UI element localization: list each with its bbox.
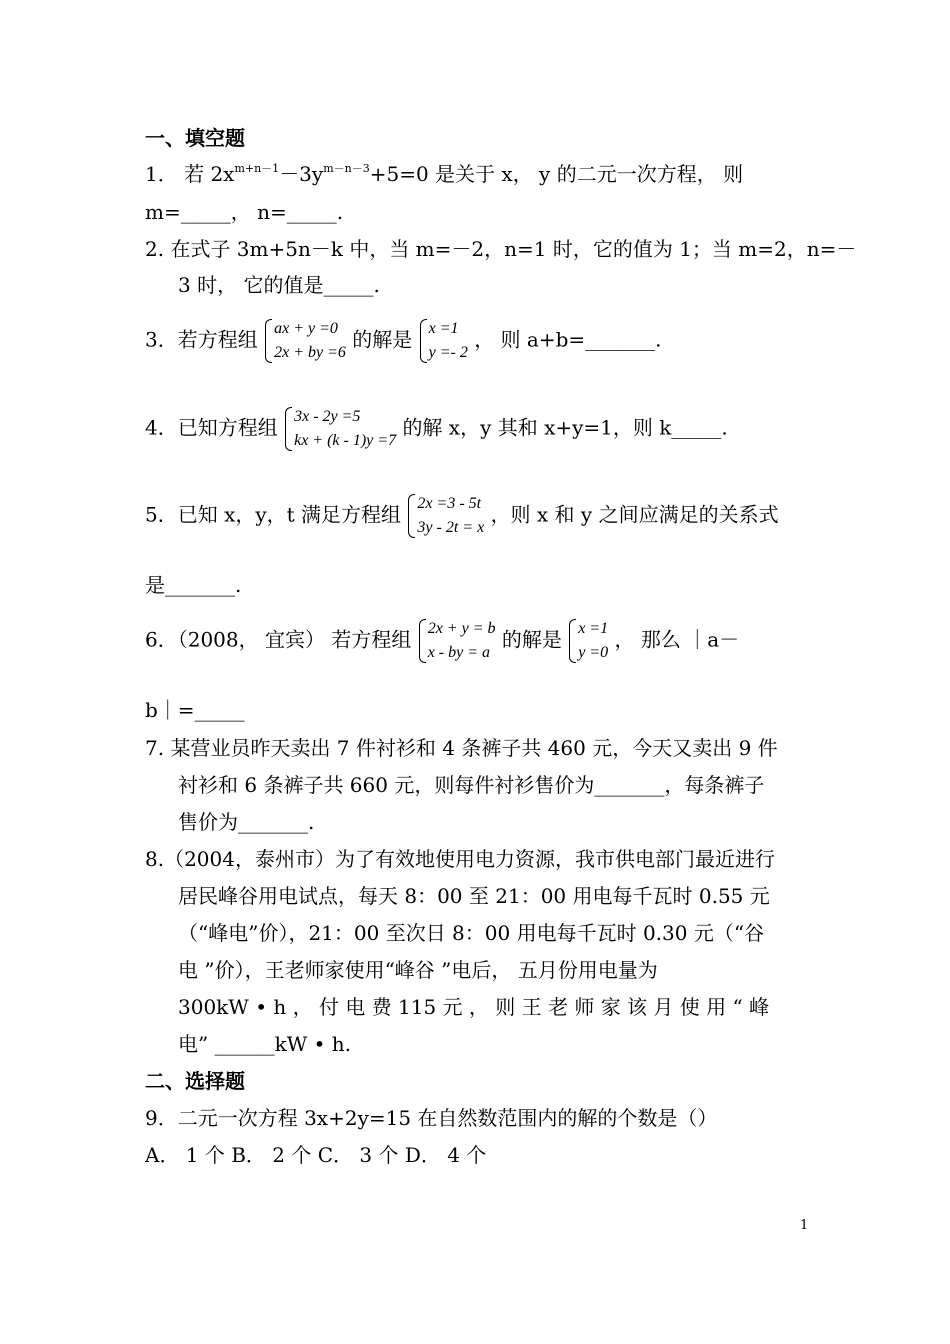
question-6-line-1 [145, 617, 739, 665]
question-1-line-2: m=_____， n=_____. [145, 200, 344, 224]
q4-system-row-1: 3x - 2y =5 [294, 408, 361, 425]
q3-suffix: ， 则 a+b=_______. [474, 327, 662, 352]
question-7-line-1: 7. 某营业员昨天卖出 7 件衬衫和 4 条裤子共 460 元，今天又卖出 9 件 [145, 736, 778, 760]
q5-equation-system [407, 492, 484, 540]
question-7-line-3: 售价为_______. [178, 810, 315, 834]
question-8-line-4: 电 ”价），王老师家使用“峰谷 ”电后， 五月份用电量为 [178, 958, 658, 982]
q6-system-row-1: 2x + y = b [427, 620, 496, 637]
q3-solution-row-2: y =- 2 [428, 344, 468, 361]
question-5-line-1 [145, 492, 779, 540]
q6-solution-row-2: y =0 [578, 644, 609, 661]
q3-middle: 的解是 [352, 327, 413, 352]
q4-suffix: 的解 x，y 其和 x+y=1，则 k_____. [402, 415, 728, 440]
question-8-line-2: 居民峰谷用电试点，每天 8：00 至 21：00 用电每千瓦时 0.55 元 [178, 884, 770, 908]
q1-exponent-2: m－n－3 [323, 162, 370, 175]
q6-prefix: 6．（2008， 宜宾） 若方程组 [145, 627, 412, 652]
question-4 [145, 405, 728, 453]
q3-system-row-1: ax + y =0 [274, 320, 338, 337]
q1-part-c: +5=0 是关于 x， y 的二元一次方程， 则 [369, 162, 744, 186]
q4-prefix: 4．已知方程组 [145, 415, 278, 440]
q3-solution-row-1: x =1 [428, 320, 459, 337]
q1-part-b: －3y [279, 162, 324, 186]
question-8-line-1: 8.（2004，泰州市）为了有效地使用电力资源，我市供电部门最近进行 [145, 847, 775, 871]
q4-equation-system [284, 405, 396, 453]
q1-part-a: 1． 若 2x [145, 162, 235, 186]
question-3 [145, 317, 662, 365]
q6-solution-row-1: x =1 [578, 620, 609, 637]
q5-prefix: 5．已知 x，y，t 满足方程组 [145, 502, 402, 527]
q6-equation-system [418, 617, 496, 665]
q6-system-row-2: x - by = a [427, 644, 491, 661]
section-title-multiple-choice: 二、选择题 [145, 1069, 245, 1093]
section-title-fill-blank: 一、填空题 [145, 126, 245, 150]
question-6-line-2: b｜=_____ [145, 698, 245, 722]
question-2-line-1: 2. 在式子 3m+5n－k 中，当 m=－2，n=1 时，它的值为 1；当 m=2，n=－ [145, 237, 857, 261]
q3-equation-system [264, 317, 346, 365]
q3-prefix: 3．若方程组 [145, 327, 258, 352]
q5-suffix: ，则 x 和 y 之间应满足的关系式 [490, 502, 779, 527]
q4-system-row-2: kx + (k - 1)y =7 [294, 432, 397, 449]
question-7-line-2: 衬衫和 6 条裤子共 660 元，则每件衬衫售价为_______，每条裤子 [178, 773, 765, 797]
q5-system-row-2: 3y - 2t = x [417, 519, 485, 536]
q3-solution-system [419, 317, 468, 365]
q6-middle: 的解是 [501, 627, 562, 652]
question-2-line-2: 3 时， 它的值是_____. [178, 273, 380, 297]
question-9-options: A． 1 个 B． 2 个 C． 3 个 D． 4 个 [145, 1143, 487, 1167]
q5-system-row-1: 2x =3 - 5t [417, 495, 482, 512]
question-8-line-5: 300kW • h ， 付 电 费 115 元 ， 则 王 老 师 家 该 月 使 用 “ 峰 [178, 995, 770, 1019]
q1-exponent-1: m+n－1 [234, 162, 280, 175]
question-9-line-1: 9．二元一次方程 3x+2y=15 在自然数范围内的解的个数是（） [145, 1106, 718, 1130]
question-5-line-2: 是_______. [145, 573, 242, 597]
q6-suffix: ， 那么 ｜a－ [614, 627, 740, 652]
page-number: 1 [800, 1218, 809, 1233]
q6-solution-system [568, 617, 608, 665]
question-8-line-3: （“峰电”价），21：00 至次日 8：00 用电每千瓦时 0.30 元（“谷 [178, 921, 765, 945]
question-8-line-6: 电” ______kW • h. [178, 1032, 352, 1056]
question-1-line-1 [145, 161, 743, 187]
q3-system-row-2: 2x + by =6 [274, 344, 346, 361]
